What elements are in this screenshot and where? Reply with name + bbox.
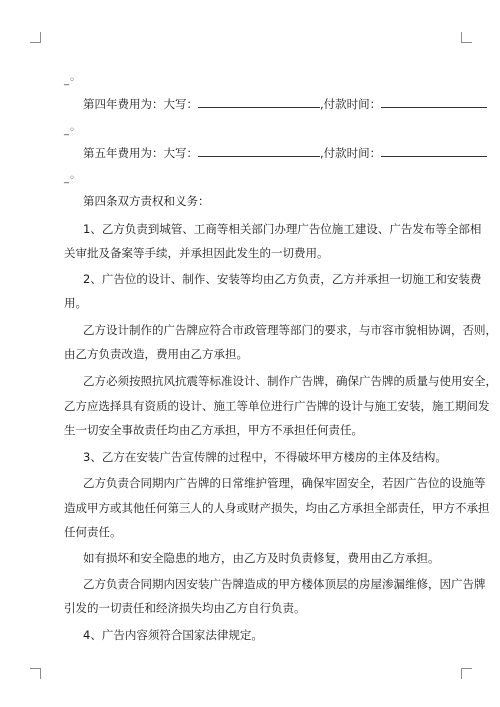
- text-line: 乙方设计制作的广告牌应符合市政管理等部门的要求，与市容市貌相协调，否则，: [83, 323, 497, 337]
- text-line: 1、乙方负责到城管、工商等相关部门办理广告位施工建设、广告发布等全部相: [83, 222, 482, 236]
- fee-line-year5: [83, 145, 487, 160]
- text-line: 乙方应选择具有资质的设计、施工等单位进行广告牌的设计与施工安装，施工期间发: [64, 399, 490, 413]
- text-line: 4、广告内容须符合国家法律规定。: [83, 628, 263, 642]
- text-line: 生一切安全事故责任均由乙方承担，甲方不承担任何责任。: [64, 423, 363, 437]
- text-line: 如有损坏和安全隐患的地方，由乙方及时负责修复，费用由乙方承担。: [83, 551, 440, 565]
- amount-blank: [198, 145, 320, 157]
- paragraph-mark: _◦: [64, 75, 75, 86]
- text-line: 乙方负责合同期内因安装广告牌造成的甲方楼体顶层的房屋渗漏维修，因广告牌: [83, 577, 486, 591]
- crop-mark-bottom-left: [30, 668, 41, 679]
- amount-blank: [198, 96, 320, 108]
- fee-label: 第四年费用为：大写：: [83, 97, 198, 111]
- paragraph-mark: _◦: [64, 125, 75, 136]
- text-line: 2、广告位的设计、制作、安装等均由乙方负责，乙方并承担一切施工和安装费: [83, 272, 482, 286]
- crop-mark-top-left: [30, 32, 41, 43]
- paragraph-mark: _◦: [64, 173, 75, 184]
- pay-time-label: ,付款时间：: [320, 97, 382, 111]
- text-line: 乙方必须按照抗风抗震等标准设计、制作广告牌，确保广告牌的质量与使用安全，: [83, 374, 497, 388]
- crop-mark-top-right: [461, 32, 472, 43]
- text-line: 3、乙方在安装广告宣传牌的过程中，不得破坏甲方楼房的主体及结构。: [83, 450, 447, 464]
- fee-label: 第五年费用为：大写：: [83, 146, 198, 160]
- pay-time-label: ,付款时间：: [320, 146, 382, 160]
- text-line: 关审批及备案等手续，并承担因此发生的一切费用。: [64, 246, 329, 260]
- text-line: 由乙方负责改造，费用由乙方承担。: [64, 347, 248, 361]
- pay-time-blank: [381, 145, 487, 157]
- text-line: 任何责任。: [64, 525, 122, 539]
- text-line: 用。: [64, 296, 87, 310]
- fee-line-year4: [83, 96, 487, 111]
- text-line: 引发的一切责任和经济损失均由乙方自行负责。: [64, 601, 306, 615]
- text-line: 造成甲方或其他任何第三人的人身或财产损失，均由乙方承担全部责任，甲方不承担: [64, 501, 490, 515]
- pay-time-blank: [381, 96, 487, 108]
- article-title: 第四条双方责权和义务：: [83, 194, 210, 208]
- crop-mark-bottom-right: [461, 668, 472, 679]
- text-line: 乙方负责合同期内广告牌的日常维护管理，确保牢固安全，若因广告位的设施等: [83, 476, 486, 490]
